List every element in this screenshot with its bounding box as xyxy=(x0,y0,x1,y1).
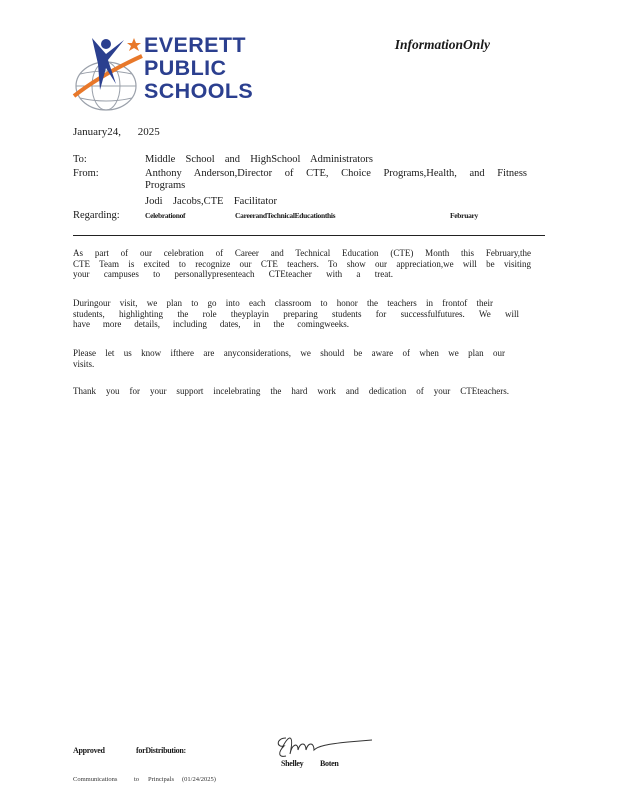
signature-icon xyxy=(272,730,376,760)
paragraph-1-line-1: As part of our celebration of Career and Technical Education (CTE) Month this February,the xyxy=(73,248,531,258)
signer-first-name: Shelley xyxy=(281,759,304,768)
regarding-part-2: CareerandTechnicalEducationthis xyxy=(235,211,336,220)
header-divider xyxy=(73,235,545,236)
district-logo xyxy=(72,34,252,114)
to-label: To: xyxy=(73,154,87,165)
date-month-day: January24, xyxy=(73,126,121,138)
paragraph-1 xyxy=(73,248,531,280)
approved-label: Approved xyxy=(73,746,105,755)
footer-communications: Communications xyxy=(73,776,118,783)
memo-date xyxy=(73,126,160,138)
paragraph-2-line-1: Duringour visit, we plan to go into each classroom to honor the teachers in frontof their xyxy=(73,298,493,308)
logo-line-3: SCHOOLS xyxy=(144,79,254,103)
paragraph-3 xyxy=(73,348,505,369)
logo-line-1: EVERETT xyxy=(144,33,246,57)
paragraph-3-line-1: Please let us know ifthere are anyconsiderations, we should be aware of when we plan our xyxy=(73,348,505,358)
paragraph-2-line-3: have more details, including dates, in the comingweeks. xyxy=(73,319,349,329)
regarding-part-3: February xyxy=(450,211,479,220)
information-only-label: InformationOnly xyxy=(394,37,490,52)
footer-date: (01/24/2025) xyxy=(182,776,216,783)
logo-line-2: PUBLIC xyxy=(144,56,227,80)
from-line-2: Programs xyxy=(145,180,186,191)
regarding-label: Regarding: xyxy=(73,210,120,221)
regarding-part-1: Celebrationof xyxy=(145,211,186,220)
from-line-3: Jodi Jacobs,CTE Facilitator xyxy=(145,196,277,207)
paragraph-1-line-3: your campuses to personallypresenteach CTEteacher with a treat. xyxy=(73,269,393,279)
paragraph-3-line-2: visits. xyxy=(73,358,95,369)
paragraph-2-line-2: students, highlighting the role theyplayin preparing students for successfulfutures. We will xyxy=(73,308,519,319)
footer-principals: Principals xyxy=(148,776,174,783)
from-label: From: xyxy=(73,168,99,179)
paragraph-2 xyxy=(73,298,519,330)
footer-to: to xyxy=(134,776,140,783)
for-distribution-label: forDistribution: xyxy=(136,746,186,755)
signer-last-name: Boten xyxy=(320,759,339,768)
globe-runner-icon xyxy=(72,34,144,114)
date-year: 2025 xyxy=(137,126,160,138)
to-value: Middle School and HighSchool Administrators xyxy=(145,154,373,165)
from-line-1: Anthony Anderson,Director of CTE, Choice Programs,Health, and Fitness xyxy=(145,168,527,179)
paragraph-1-line-2: CTE Team is excited to recognize our CTE teachers. To show our appreciation,we will be visiting xyxy=(73,258,531,269)
paragraph-4-line-1: Thank you for your support incelebrating the hard work and dedication of your CTEteachers. xyxy=(73,386,509,396)
paragraph-4 xyxy=(73,386,509,397)
